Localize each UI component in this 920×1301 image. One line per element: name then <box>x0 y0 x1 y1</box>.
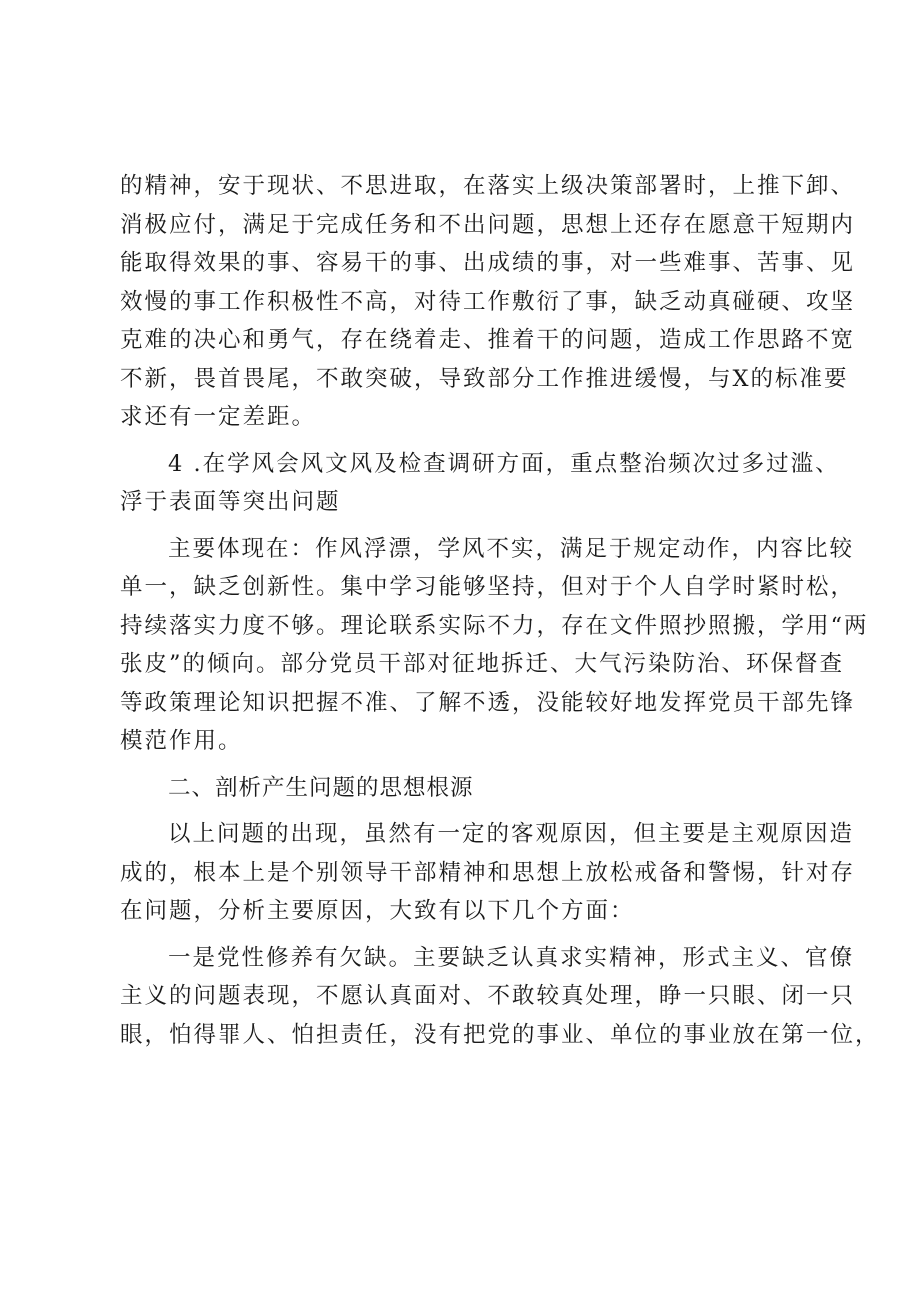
paragraph-party-spirit <box>120 939 880 1055</box>
text-line: 持续落实力度不够。理论联系实际不力，存在文件照抄照搬，学用“两 <box>120 612 869 639</box>
text-line: 克难的决心和勇气，存在绕着走、推着干的问题，造成工作思路不宽 <box>120 327 856 353</box>
text-line: 单一，缺乏创新性。集中学习能够坚持，但对于个人自学时紧时松， <box>120 574 856 600</box>
paragraph-causes-intro <box>120 815 856 931</box>
text-line: 模范作用。 <box>120 728 243 754</box>
text-line: 在问题，分析主要原因，大致有以下几个方面： <box>120 898 635 924</box>
text-line: 成的，根本上是个别领导干部精神和思想上放松戒备和警惕，针对存 <box>120 859 856 886</box>
text-line: 张皮”的倾向。部分党员干部对征地拆迁、大气污染防治、环保督查 <box>120 651 845 677</box>
item-4-heading <box>120 445 840 522</box>
section-heading: 二、剖析产生问题的思想根源 <box>168 774 474 801</box>
text-line: 浮于表面等突出问题 <box>120 489 341 515</box>
paragraph-main-manifestations <box>120 530 869 761</box>
text-line: 以上问题的出现，虽然有一定的客观原因，但主要是主观原因造 <box>168 821 855 847</box>
text-line: 4 .在学风会风文风及检查调研方面，重点整治频次过多过滥、 <box>168 450 840 477</box>
text-line: 等政策理论知识把握不准、了解不透，没能较好地发挥党员干部先锋 <box>120 689 856 716</box>
document-body <box>120 167 880 1054</box>
text-line: 主要体现在：作风浮漂，学风不实，满足于规定动作，内容比较 <box>168 535 855 562</box>
text-line: 不新，畏首畏尾，不敢突破，导致部分工作推进缓慢，与X的标准要 <box>120 365 849 392</box>
text-line: 一是党性修养有欠缺。主要缺乏认真求实精神，形式主义、官僚 <box>168 944 855 971</box>
text-line: 能取得效果的事、容易干的事、出成绩的事，对一些难事、苦事、见 <box>120 250 856 276</box>
text-line: 的精神，安于现状、不思进取，在落实上级决策部署时，上推下卸、 <box>120 173 856 199</box>
text-line: 眼，怕得罪人、怕担责任，没有把党的事业、单位的事业放在第一位， <box>120 1021 880 1048</box>
text-line: 消极应付，满足于完成任务和不出问题，思想上还存在愿意干短期内 <box>120 211 856 238</box>
text-line: 求还有一定差距。 <box>120 404 317 430</box>
text-line: 效慢的事工作积极性不高，对待工作敷衍了事，缺乏动真碰硬、攻坚 <box>120 288 856 315</box>
text-line: 主义的问题表现，不愿认真面对、不敢较真处理，睁一只眼、闭一只 <box>120 983 856 1009</box>
paragraph-work-attitude <box>120 167 856 437</box>
